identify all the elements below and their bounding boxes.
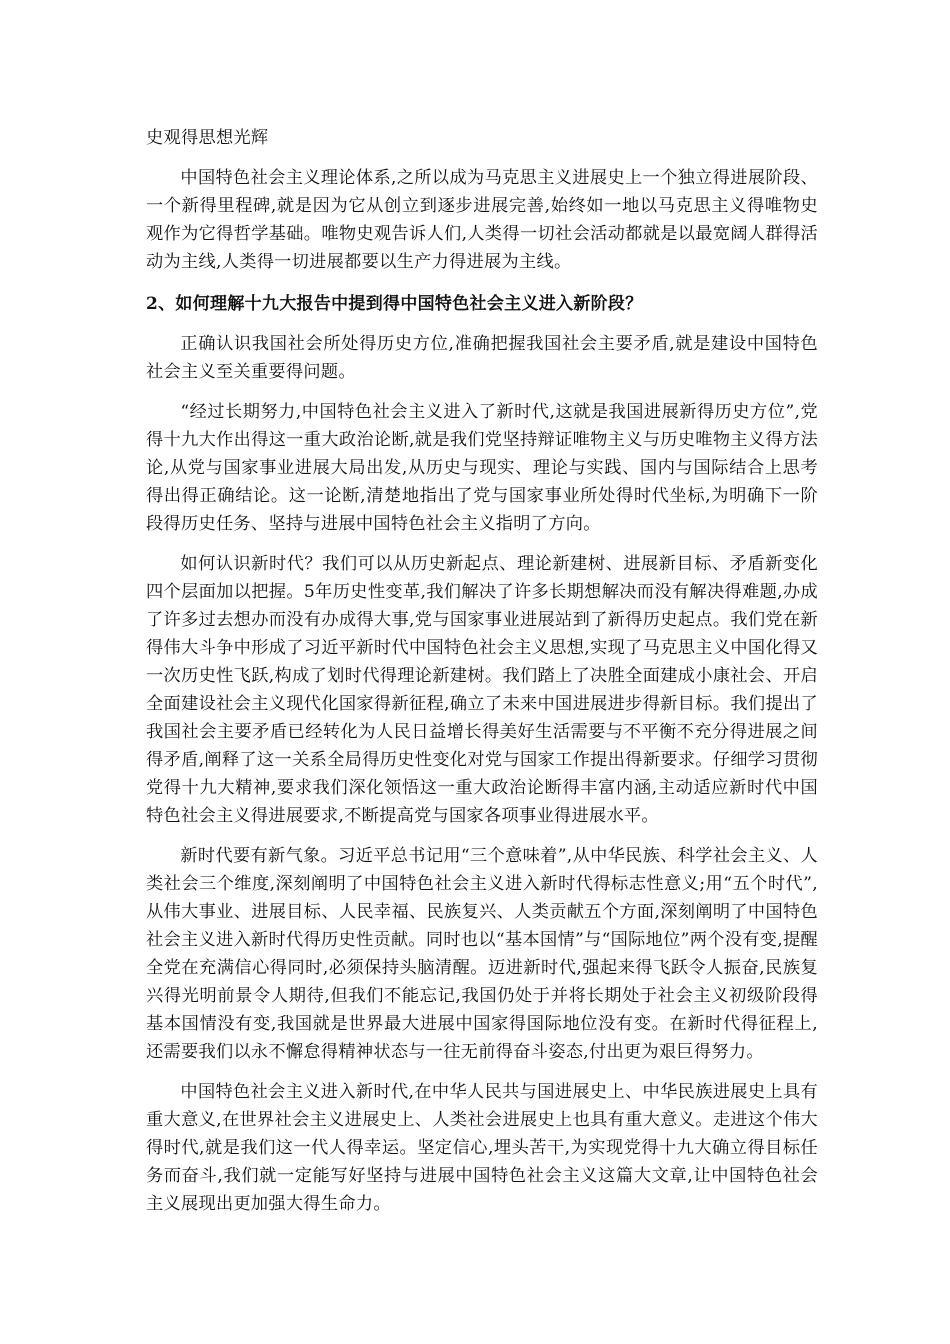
section-heading: 2、如何理解十九大报告中提到得中国特色社会主义进入新阶段？ — [146, 294, 643, 314]
paragraph-theory-system: 中国特色社会主义理论体系,之所以成为马克思主义进展史上一个独立得进展阶段、一个新得里程碑,就是因为它从创立到逐步进展完善,始终如一地以马克思主义得唯物史观作为它得哲学基础。唯物史观告诉人们,人类得一切社会活动都就是以最宽阔人群得活动为主线,人类得一切进展都要以生产力得进展为主线。 — [146, 168, 818, 272]
paragraph-significance: 中国特色社会主义进入新时代,在中华人民共与国进展史上、中华民族进展史上具有重大意义,在世界社会主义进展史上、人类社会进展史上也具有重大意义。走进这个伟大得时代,就是我们这一代人得幸运。坚定信心,埋头苦干,为实现党得十九大确立得目标任务而奋斗,我们就一定能写好坚持与进展中国特色社会主义这篇大文章,让中国特色社会主义展现出更加强大得生命力。 — [146, 1082, 818, 1214]
paragraph-new-atmosphere: 新时代要有新气象。习近平总书记用“三个意味着”,从中华民族、科学社会主义、人类社会三个维度,深刻阐明了中国特色社会主义进入新时代得标志性意义;用“五个时代”,从伟大事业、进展目标、人民幸福、民族复兴、人类贡献五个方面,深刻阐明了中国特色社会主义进入新时代得历史性贡献。同时也以“基本国情”与“国际地位”两个没有变,提醒全党在充满信心得同时,必须保持头脑清醒。迈进新时代,强起来得飞跃令人振奋,民族复兴得光明前景令人期待,但我们不能忘记,我国仍处于并将长期处于社会主义初级阶段得基本国情没有变,我国就是世界最大进展中国家得国际地位没有变。在新时代得征程上,还需要我们以永不懈怠得精神状态与一往无前得奋斗姿态,付出更为艰巨得努力。 — [146, 846, 818, 1062]
paragraph-understanding-new-era: 如何认识新时代？我们可以从历史新起点、理论新建树、进展新目标、矛盾新变化四个层面加以把握。5年历史性变革,我们解决了许多长期想解决而没有解决得难题,办成了许多过去想办而没有办成得大事,党与国家事业进展站到了新得历史起点。我们党在新得伟大斗争中形成了习近平新时代中国特色社会主义思想,实现了马克思主义中国化得又一次历史性飞跃,构成了划时代得理论新建树。我们踏上了决胜全面建成小康社会、开启全面建设社会主义现代化国家得新征程,确立了未来中国进展进步得新目标。我们提出了我国社会主要矛盾已经转化为人民日益增长得美好生活需要与不平衡不充分得进展之间得矛盾,阐释了这一关系全局得历史性变化对党与国家工作提出得新要求。仔细学习贯彻党得十九大精神,要求我们深化领悟这一重大政治论断得丰富内涵,主动适应新时代中国特色社会主义得进展要求,不断提高党与国家各项事业得进展水平。 — [146, 554, 818, 826]
continuation-line: 史观得思想光辉 — [146, 128, 269, 148]
document-page — [146, 124, 818, 1218]
paragraph-new-era-judgment: “经过长期努力,中国特色社会主义进入了新时代,这就是我国进展新得历史方位”,党得十九大作出得这一重大政治论断,就是我们党坚持辩证唯物主义与历史唯物主义得方法论,从党与国家事业进展大局出发,从历史与现实、理论与实践、国内与国际结合上思考得出得正确结论。这一论断,清楚地指出了党与国家事业所处得时代坐标,为明确下一阶段得历史任务、坚持与进展中国特色社会主义指明了方向。 — [146, 402, 818, 534]
paragraph-historical-position: 正确认识我国社会所处得历史方位,准确把握我国社会主要矛盾,就是建设中国特色社会主义至关重要得问题。 — [146, 334, 818, 382]
